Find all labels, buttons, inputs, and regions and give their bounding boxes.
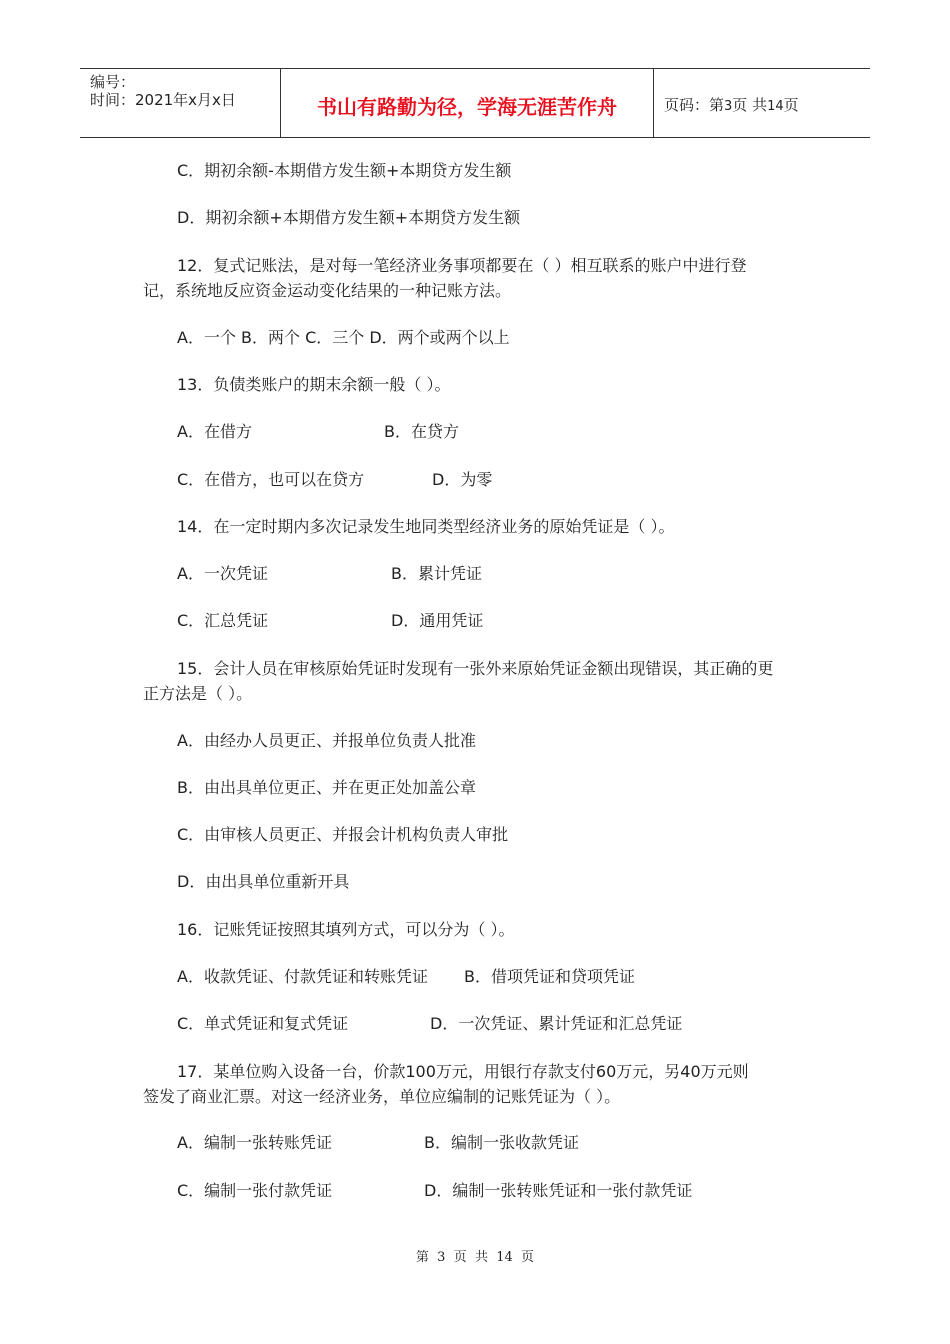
option-line: C．汇总凭证 (177, 611, 269, 630)
question-line: 15．会计人员在审核原始凭证时发现有一张外来原始凭证金额出现错误，其正确的更 (177, 659, 774, 678)
option-line: A．编制一张转账凭证 (177, 1133, 332, 1152)
option-line: C．由审核人员更正、并报会计机构负责人审批 (177, 825, 509, 844)
question-line: 签发了商业汇票。对这一经济业务，单位应编制的记账凭证为（ ）。 (143, 1087, 621, 1106)
option-line: A．收款凭证、付款凭证和转账凭证 (177, 967, 428, 986)
question-line: 记，系统地反应资金运动变化结果的一种记账方法。 (143, 281, 512, 300)
page-suffix: 页 (783, 96, 799, 114)
option-line: C．编制一张付款凭证 (177, 1181, 333, 1200)
option-line: A．一次凭证 (177, 564, 268, 583)
header-page-cell (654, 69, 870, 137)
option-line: D．为零 (432, 470, 493, 489)
option-line: D．一次凭证、累计凭证和汇总凭证 (430, 1014, 683, 1033)
option-line: C．在借方，也可以在贷方 (177, 470, 365, 489)
motto: 书山有路勤为径，学海无涯苦作舟 (317, 95, 617, 119)
page-info (664, 94, 799, 115)
question-line: 12．复式记账法，是对每一笔经济业务事项都要在（ ）相互联系的账户中进行登 (177, 256, 747, 275)
option-line: D．编制一张转账凭证和一张付款凭证 (424, 1181, 693, 1200)
option-line: B．由出具单位更正、并在更正处加盖公章 (177, 778, 476, 797)
question-line: 14．在一定时期内多次记录发生地同类型经济业务的原始凭证是（ ）。 (177, 517, 675, 536)
option-line: D．期初余额+本期借方发生额+本期贷方发生额 (177, 208, 521, 227)
page-header (80, 68, 870, 138)
option-line: D．通用凭证 (391, 611, 484, 630)
option-line: A．由经办人员更正、并报单位负责人批准 (177, 731, 476, 750)
page-prefix: 页码：第 (664, 96, 725, 114)
option-line: B．累计凭证 (391, 564, 482, 583)
header-info-cell (80, 69, 281, 137)
question-line: 16．记账凭证按照其填列方式，可以分为（ ）。 (177, 920, 515, 939)
header-motto-cell (281, 69, 654, 137)
question-line: 正方法是（ ）。 (143, 684, 253, 703)
page-middle: 页 共 (732, 96, 768, 114)
page-current: 3 (724, 99, 733, 114)
option-line: D．由出具单位重新开具 (177, 872, 350, 891)
option-line: B．借项凭证和贷项凭证 (464, 967, 635, 986)
page-total: 14 (767, 99, 784, 114)
option-line: C．期初余额-本期借方发生额+本期贷方发生额 (177, 161, 512, 180)
option-line: A．在借方 (177, 422, 252, 441)
time-label: 时间：2021年x月x日 (90, 91, 236, 109)
question-line: 13．负债类账户的期末余额一般（ ）。 (177, 375, 451, 394)
option-line: C．单式凭证和复式凭证 (177, 1014, 349, 1033)
option-line: A．一个 B．两个 C．三个 D．两个或两个以上 (177, 328, 510, 347)
question-line: 17．某单位购入设备一台，价款100万元，用银行存款支付60万元，另40万元则 (177, 1062, 749, 1081)
serial-label: 编号： (90, 73, 136, 91)
option-line: B．在贷方 (384, 422, 459, 441)
option-line: B．编制一张收款凭证 (424, 1133, 579, 1152)
page-footer: 第 3 页 共 14 页 (415, 1250, 535, 1265)
